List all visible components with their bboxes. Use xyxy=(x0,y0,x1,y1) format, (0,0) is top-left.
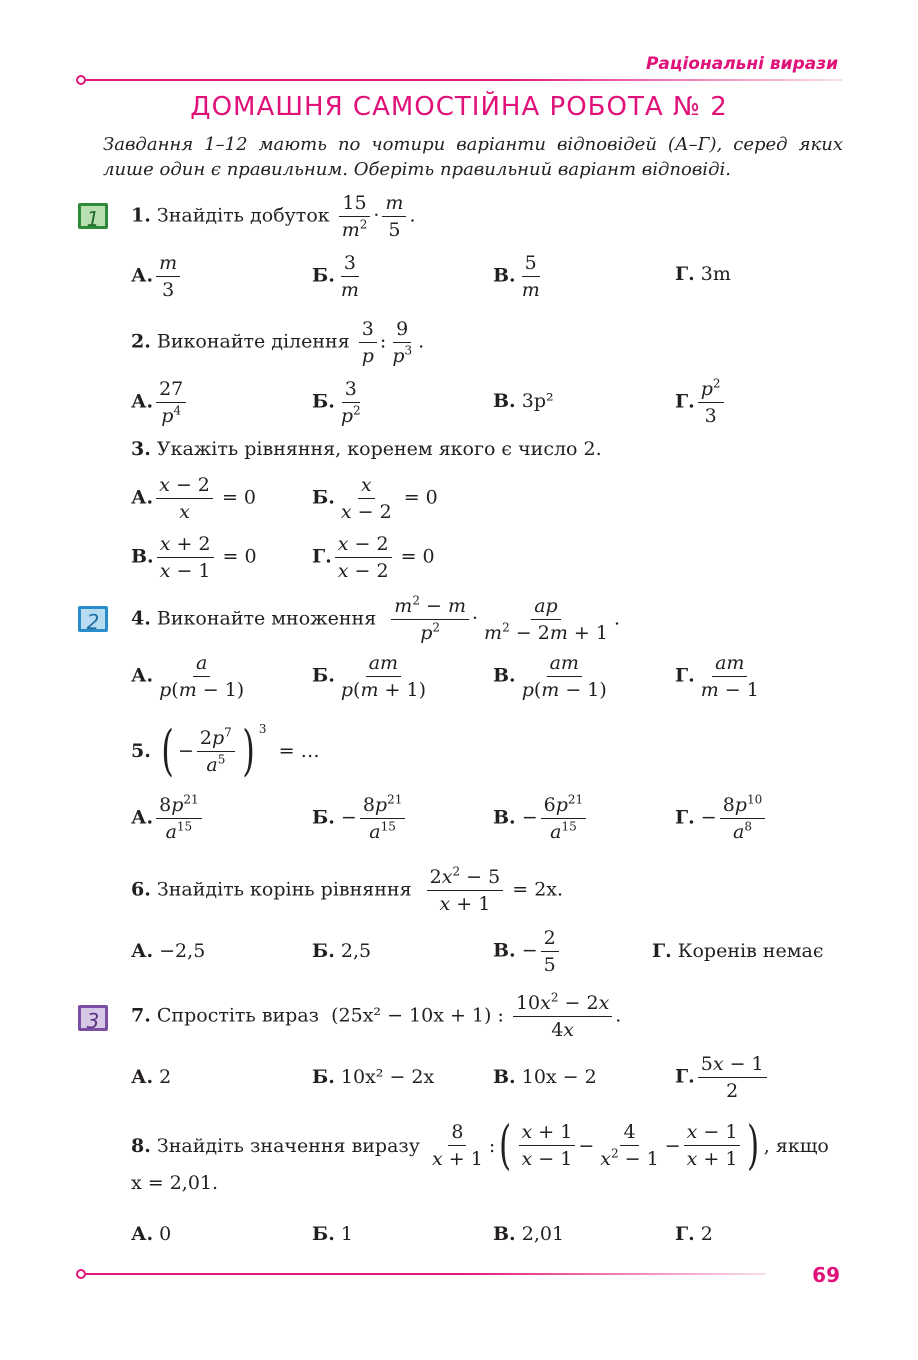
q8-option-b[interactable]: Б. 1 xyxy=(312,1223,353,1245)
bottom-rule xyxy=(86,1273,766,1275)
level-badge-1: 1 xyxy=(78,203,108,229)
rule-dot-top xyxy=(76,75,86,85)
q5-option-v[interactable]: В. − $\frac{6p^{21}}{a^{15}}$ xyxy=(493,792,589,845)
q8-option-v[interactable]: В. 2,01 xyxy=(493,1223,565,1245)
q6-option-g[interactable]: Г. Коренів немає xyxy=(652,940,824,962)
q7-option-b[interactable]: Б. 10x² − 2x xyxy=(312,1066,435,1088)
level-badge-2: 2 xyxy=(78,606,108,632)
instructions: Завдання 1–12 мають по чотири варіанти відповідей (А–Г), серед яких лише один є правильним. Оберіть правильний варіант відповіді. xyxy=(103,134,843,180)
rule-dot-bottom xyxy=(76,1269,86,1279)
q8-option-a[interactable]: А. 0 xyxy=(131,1223,172,1245)
question-1: 1. Знайдіть добуток $\frac{15}{m^2}$ · $\frac{m}{5}$ . xyxy=(131,192,416,241)
q4-option-a[interactable]: А. $\frac{a}{p(m - 1)}$ xyxy=(131,652,245,701)
q7-option-v[interactable]: В. 10x − 2 xyxy=(493,1066,597,1088)
page-title: ДОМАШНЯ САМОСТІЙНА РОБОТА № 2 xyxy=(190,92,728,122)
question-3: 3. Укажіть рівняння, коренем якого є число 2. xyxy=(131,438,602,460)
q4-option-v[interactable]: В. $\frac{am}{p(m - 1)}$ xyxy=(493,652,607,701)
q2-option-g[interactable]: Г. $\frac{p^2}{3}$ xyxy=(675,376,727,429)
q6-option-b[interactable]: Б. 2,5 xyxy=(312,940,372,962)
q3-option-g[interactable]: Г. $\frac{x - 2}{x - 2}$ = 0 xyxy=(312,533,435,582)
q2-option-a[interactable]: А. $\frac{27}{p^4}$ xyxy=(131,376,189,429)
question-4: 4. Виконайте множення $\frac{m^2 - m}{p^2}$ · $\frac{ap}{m^2 - 2m + 1}$ . xyxy=(131,593,620,644)
question-6: 6. Знайдіть корінь рівняння $\frac{2x^2 - 5}{x + 1}$ = 2x. xyxy=(131,864,564,915)
q8-option-g[interactable]: Г. 2 xyxy=(675,1223,713,1245)
q6-option-v[interactable]: В. − $\frac{2}{5}$ xyxy=(493,925,562,978)
page-number: 69 xyxy=(812,1263,840,1287)
q4-option-b[interactable]: Б. $\frac{am}{p(m + 1)}$ xyxy=(312,652,426,701)
q5-option-g[interactable]: Г. − $\frac{8p^{10}}{a^8}$ xyxy=(675,792,768,845)
q1-option-a[interactable]: А. $\frac{m}{3}$ xyxy=(131,250,183,303)
q3-option-b[interactable]: Б. $\frac{x}{x - 2}$ = 0 xyxy=(312,474,438,523)
section-header: Раціональні вирази xyxy=(645,54,838,74)
q5-option-a[interactable]: А. $\frac{8p^{21}}{a^{15}}$ xyxy=(131,792,205,845)
top-rule xyxy=(86,79,842,81)
q5-option-b[interactable]: Б. − $\frac{8p^{21}}{a^{15}}$ xyxy=(312,792,408,845)
q3-option-v[interactable]: В. $\frac{x + 2}{x - 1}$ = 0 xyxy=(131,533,257,582)
q7-option-a[interactable]: А. 2 xyxy=(131,1066,172,1088)
q7-option-g[interactable]: Г. $\frac{5x - 1}{2}$ xyxy=(675,1051,770,1104)
q1-option-b[interactable]: Б. $\frac{3}{m}$ xyxy=(312,252,359,301)
question-7: 7. Спростіть вираз (25x² − 10x + 1) : $\frac{10x^2 - 2x}{4x}$ . xyxy=(131,990,622,1041)
q2-option-v[interactable]: В. 3p² xyxy=(493,390,554,412)
q4-option-g[interactable]: Г. $\frac{am}{m - 1}$ xyxy=(675,652,759,701)
q3-option-a[interactable]: А. $\frac{x - 2}{x}$ = 0 xyxy=(131,474,257,523)
question-8-line2: x = 2,01. xyxy=(131,1172,219,1194)
level-badge-3: 3 xyxy=(78,1005,108,1031)
q1-option-v[interactable]: В. $\frac{5}{m}$ xyxy=(493,252,540,301)
q6-option-a[interactable]: А. −2,5 xyxy=(131,940,206,962)
q1-option-g[interactable]: Г. 3m xyxy=(675,263,731,285)
q2-option-b[interactable]: Б. $\frac{3}{p^2}$ xyxy=(312,378,361,427)
question-5: 5. ( − $\frac{2p^7}{a^5}$ ) $^3$ = … xyxy=(131,719,320,782)
question-8: 8. Знайдіть значення виразу $\frac{8}{x + 1}$ : ( $\frac{x + 1}{x - 1}$ − $\frac{4}{x^2 - 1}$ − $\frac{x - 1}{x + 1}$ ) , якщо xyxy=(131,1115,829,1176)
question-2: 2. Виконайте ділення $\frac{3}{p}$ : $\frac{9}{p^3}$ . xyxy=(131,318,425,367)
